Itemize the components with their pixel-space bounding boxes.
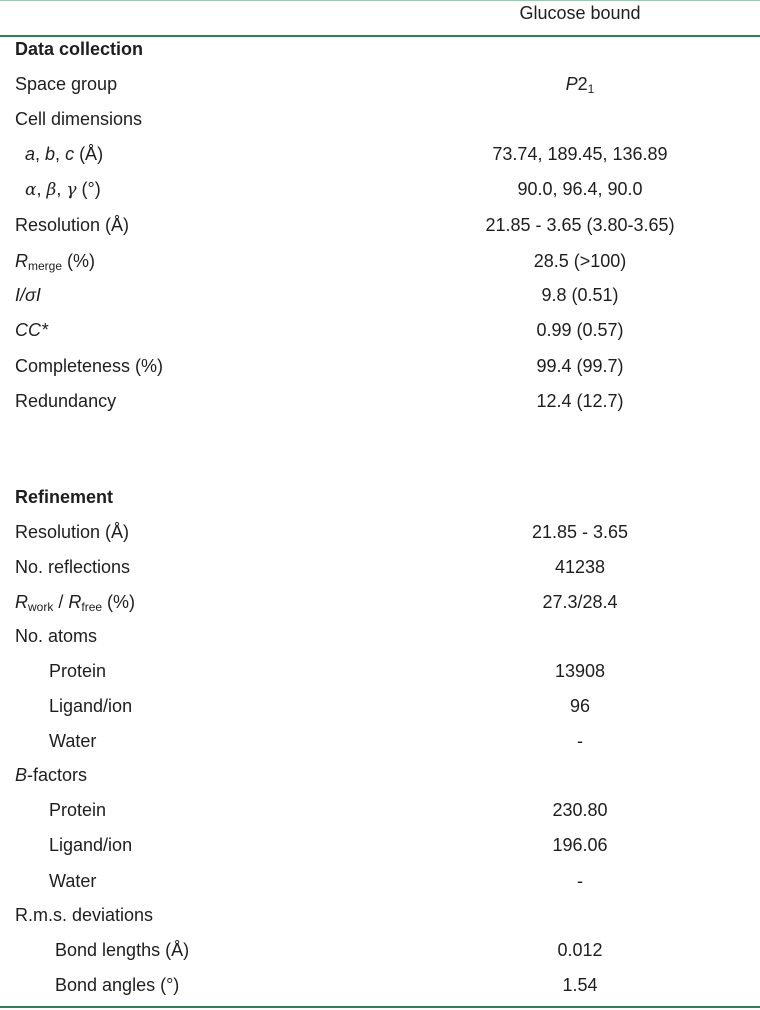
sep: , xyxy=(35,144,46,164)
table-row xyxy=(0,552,760,582)
row-value: - xyxy=(577,871,583,891)
table-row xyxy=(0,517,760,547)
row-label: Protein xyxy=(49,661,107,681)
angle-beta: β xyxy=(46,180,57,200)
row-value: 13908 xyxy=(554,661,606,681)
row-label: Water xyxy=(49,871,97,891)
cell-a: a xyxy=(25,144,36,164)
table-row xyxy=(0,280,760,310)
table-row xyxy=(0,621,760,651)
row-value: 12.4 (12.7) xyxy=(536,391,624,411)
unit: (Å) xyxy=(74,144,104,164)
row-label: R.m.s. deviations xyxy=(15,905,154,925)
table-row xyxy=(0,104,760,134)
sep: / xyxy=(53,592,69,612)
cell-c: c xyxy=(65,144,75,164)
r-symbol: R xyxy=(15,251,28,271)
table-row xyxy=(0,691,760,721)
table-row xyxy=(0,139,760,169)
row-value: 99.4 (99.7) xyxy=(536,356,624,376)
table-row xyxy=(0,174,760,204)
angle-gamma: γ xyxy=(66,180,77,200)
row-label: I/σI xyxy=(15,285,41,305)
b-symbol: B xyxy=(15,765,28,785)
row-value: 0.99 (0.57) xyxy=(536,320,624,340)
row-label: Water xyxy=(49,731,97,751)
row-label: B-factors xyxy=(15,765,88,785)
row-label xyxy=(25,174,101,205)
row-label: Cell dimensions xyxy=(15,109,143,129)
sep: , xyxy=(55,144,66,164)
row-label: Space group xyxy=(15,74,118,94)
section-data-collection xyxy=(0,34,760,64)
space-group-number: 2 xyxy=(577,74,588,94)
row-value: 21.85 - 3.65 xyxy=(531,522,629,542)
table-row xyxy=(0,866,760,896)
table-row xyxy=(0,587,760,617)
table-row xyxy=(0,830,760,860)
angle-alpha: α xyxy=(25,180,37,200)
section-title: Data collection xyxy=(15,39,144,59)
r-subscript: free xyxy=(81,600,103,614)
row-label xyxy=(15,246,95,276)
row-value: 96 xyxy=(569,696,591,716)
section-title: Refinement xyxy=(15,487,114,507)
row-label: Bond angles (°) xyxy=(55,975,180,995)
table-row xyxy=(0,69,760,99)
row-value: 21.85 - 3.65 (3.80-3.65) xyxy=(485,215,675,235)
row-label: No. atoms xyxy=(15,626,98,646)
r-subscript: merge xyxy=(28,259,63,273)
row-value: 1.54 xyxy=(562,975,598,995)
unit: (%) xyxy=(62,251,96,271)
row-value: 28.5 (>100) xyxy=(533,251,627,271)
table-row xyxy=(0,726,760,756)
row-label xyxy=(25,139,103,169)
row-label: Resolution (Å) xyxy=(15,522,130,542)
row-label: Bond lengths (Å) xyxy=(55,940,190,960)
row-value: 196.06 xyxy=(552,835,608,855)
space-group-letter: P xyxy=(565,74,578,94)
row-value xyxy=(400,69,760,99)
row-value: 90.0, 96.4, 90.0 xyxy=(517,179,643,199)
table-row xyxy=(0,970,760,1000)
space-group-subscript: 1 xyxy=(587,82,595,96)
row-label: Ligand/ion xyxy=(49,835,133,855)
table-row xyxy=(0,210,760,240)
table-row xyxy=(0,386,760,416)
row-value: 230.80 xyxy=(552,800,608,820)
table-row xyxy=(0,315,760,345)
table-row xyxy=(0,351,760,381)
table-row xyxy=(0,795,760,825)
unit: (°) xyxy=(76,179,101,199)
table-row xyxy=(0,760,760,790)
row-label: No. reflections xyxy=(15,557,131,577)
unit: (%) xyxy=(102,592,136,612)
row-label: Resolution (Å) xyxy=(15,215,130,235)
table-row xyxy=(0,656,760,686)
row-value: 9.8 (0.51) xyxy=(541,285,619,305)
table-row xyxy=(0,246,760,276)
table-row xyxy=(0,935,760,965)
row-value: 73.74, 189.45, 136.89 xyxy=(492,144,668,164)
table-row xyxy=(0,900,760,930)
bottom-rule xyxy=(0,1006,760,1008)
row-label: Redundancy xyxy=(15,391,117,411)
r-symbol: R xyxy=(68,592,82,612)
column-header: Glucose bound xyxy=(519,3,641,23)
row-label xyxy=(15,587,135,617)
r-subscript: work xyxy=(28,600,54,614)
r-symbol: R xyxy=(15,592,28,612)
sep: , xyxy=(36,179,47,199)
top-rule xyxy=(0,0,760,1)
row-label: Ligand/ion xyxy=(49,696,133,716)
row-value: - xyxy=(577,731,583,751)
cell-b: b xyxy=(45,144,56,164)
row-value: 27.3/28.4 xyxy=(542,592,618,612)
row-value: 41238 xyxy=(554,557,606,577)
row-label: Completeness (%) xyxy=(15,356,164,376)
sep: , xyxy=(56,179,67,199)
row-value: 0.012 xyxy=(557,940,603,960)
section-refinement xyxy=(0,482,760,512)
row-label: Protein xyxy=(49,800,107,820)
row-label: CC* xyxy=(15,320,49,340)
